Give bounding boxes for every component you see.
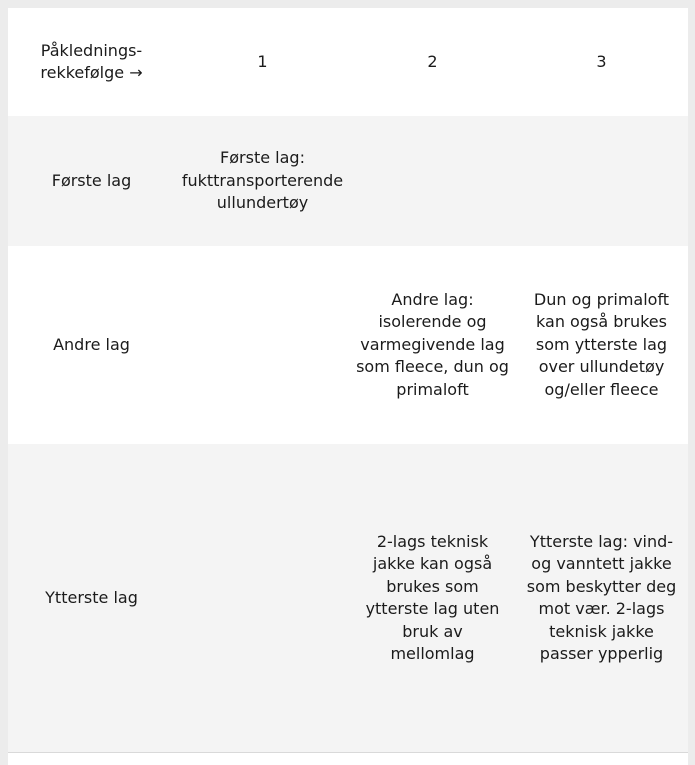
- table-cell: Første lag: fukttransporterende ullundertøy: [175, 116, 350, 246]
- table-cell: [175, 444, 350, 753]
- layering-table: [8, 8, 688, 753]
- row-label-outer-layer: Ytterste lag: [8, 444, 175, 753]
- table-cell: [515, 116, 688, 246]
- table-header-row: [8, 8, 688, 116]
- table-cell: Andre lag: isolerende og varmegivende lag som fleece, dun og primaloft: [350, 246, 515, 444]
- order-header-line2: rekkefølge →: [40, 63, 143, 82]
- order-header-label: [40, 40, 142, 85]
- table-cell: Dun og primaloft kan også brukes som ytterste lag over ullundetøy og/eller fleece: [515, 246, 688, 444]
- table-row: [8, 444, 688, 753]
- column-header-1: 1: [175, 8, 350, 116]
- table-row: [8, 246, 688, 444]
- table-cell: [350, 116, 515, 246]
- column-header-2: 2: [350, 8, 515, 116]
- table-row: [8, 116, 688, 246]
- table-cell: 2-lags teknisk jakke kan også brukes som ytterste lag uten bruk av mellomlag: [350, 444, 515, 753]
- order-header-line1: Påklednings-: [40, 40, 143, 60]
- table-cell: Ytterste lag: vind- og vanntett jakke som beskytter deg mot vær. 2-lags teknisk jakke passer ypperlig: [515, 444, 688, 753]
- row-label-second-layer: Andre lag: [8, 246, 175, 444]
- row-label-first-layer: Første lag: [8, 116, 175, 246]
- table-cell: [175, 246, 350, 444]
- layering-table-container: [8, 8, 688, 765]
- column-header-3: 3: [515, 8, 688, 116]
- order-header-cell: [8, 8, 175, 116]
